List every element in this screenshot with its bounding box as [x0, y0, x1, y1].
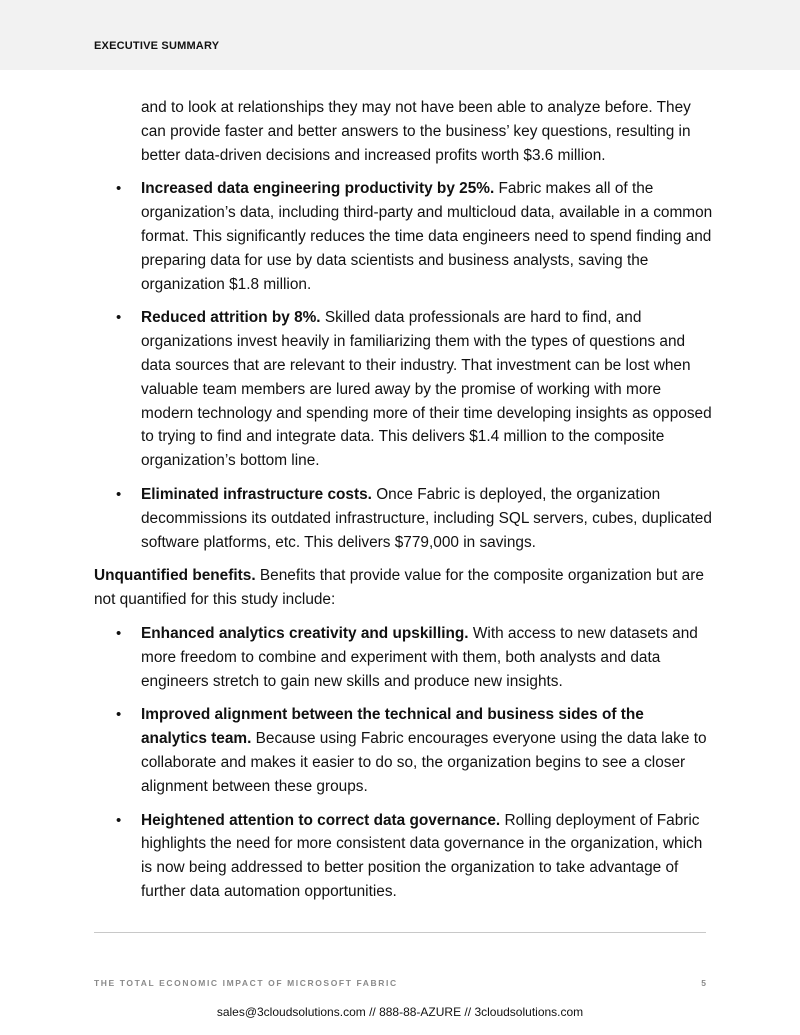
contact-line: sales@3cloudsolutions.com // 888-88-AZURE // 3cloudsolutions.com: [216, 1005, 584, 1019]
bullet-text: Because using Fabric encourages everyone using the data lake to collaborate and makes it easier to do so, the organization begins to see a closer alignment between these groups.: [141, 730, 707, 795]
bullet-text: Skilled data professionals are hard to find, and organizations invest heavily in familiarizing them with the types of questions and data sources that are relevant to their industry. That investment can be lost when valuable team members are lured away by the promise of working with more modern technology and spending more of their time developing insights as opposed to trying to find and integrate data. This delivers $1.4 million to the composite organization’s bottom line.: [141, 309, 712, 470]
bullet-icon: •: [116, 485, 122, 503]
bullet-text: With access to new datasets and more freedom to combine and experiment with them, both analysts and data engineers stretch to gain new skills and produce new insights.: [141, 624, 698, 690]
header-band: [0, 0, 800, 70]
unquantified-lead: Unquantified benefits.: [94, 567, 256, 585]
bullet-text: Rolling deployment of Fabric highlights the need for more consistent data governance in the organization, which is now being addressed to better position the organization to take advantage of further data automation opportunities.: [141, 811, 703, 900]
bullet-lead: Increased data engineering productivity by 25%.: [141, 180, 495, 198]
bullet-lead: Reduced attrition by 8%.: [141, 309, 321, 327]
bullet-lead: Heightened attention to correct data governance.: [141, 811, 501, 829]
footer-document-title: THE TOTAL ECONOMIC IMPACT OF MICROSOFT FABRIC: [94, 978, 398, 988]
bullet-icon: •: [116, 811, 122, 829]
bullet-icon: •: [116, 624, 122, 642]
main-content: [94, 96, 714, 904]
bullet-text: Fabric makes all of the organization’s data, including third-party and multicloud data, available in a common format. This significantly reduces the time data engineers need to spend finding and preparing data for use by data scientists and business analysts, saving the organization $1.8 million.: [141, 180, 713, 293]
list-item: [94, 809, 714, 904]
unquantified-benefits-paragraph: [94, 564, 714, 612]
bullet-lead: Enhanced analytics creativity and upskilling.: [141, 624, 469, 642]
section-title: EXECUTIVE SUMMARY: [94, 40, 220, 52]
bullet-text: Once Fabric is deployed, the organization decommissions its outdated infrastructure, including SQL servers, cubes, duplicated software platforms, etc. This delivers $779,000 in savings.: [141, 485, 712, 551]
list-item: [94, 177, 714, 296]
list-item: [94, 483, 714, 554]
bullet-icon: •: [116, 180, 122, 198]
unquantified-benefits-list: [94, 622, 714, 904]
footer-divider: [94, 932, 706, 933]
unquantified-text: Benefits that provide value for the composite organization but are not quantified for this study include:: [94, 567, 704, 609]
bullet-lead: Improved alignment between the technical and business sides of the analytics team.: [141, 706, 644, 748]
intro-continuation-paragraph: and to look at relationships they may not have been able to analyze before. They can provide faster and better answers to the business’ key questions, resulting in better data-driven decisions and increased profits worth $3.6 million.: [141, 99, 691, 164]
bullet-icon: •: [116, 706, 122, 724]
bullet-icon: •: [116, 309, 122, 327]
quantified-benefits-list: [94, 177, 714, 554]
list-item: [94, 306, 714, 473]
list-item: [94, 703, 714, 798]
bullet-lead: Eliminated infrastructure costs.: [141, 485, 372, 503]
list-item: [94, 622, 714, 693]
page-number: 5: [701, 978, 706, 988]
